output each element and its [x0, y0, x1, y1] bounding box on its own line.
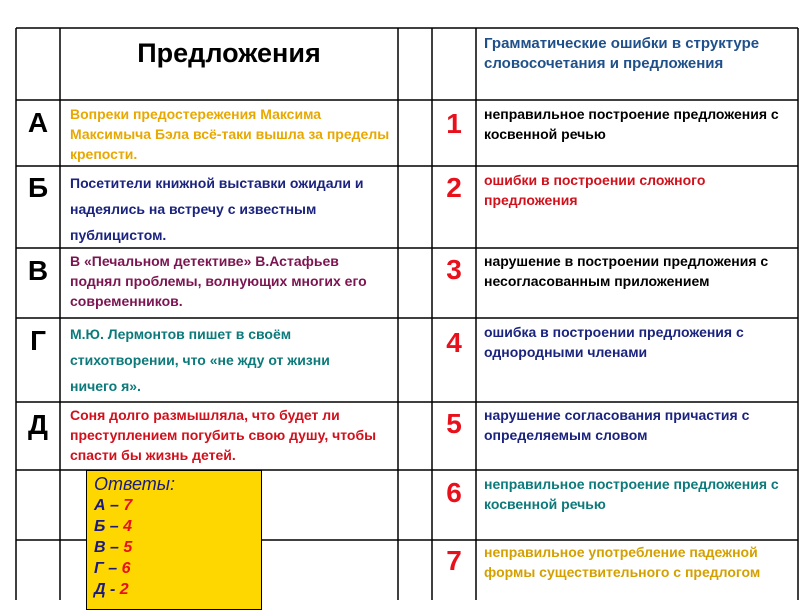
answer-d	[94, 579, 261, 600]
error-text-5: нарушение согласования причастия с определяемым словом	[484, 407, 750, 443]
answer-label: Д -	[94, 581, 120, 598]
answers-box	[86, 470, 262, 610]
error-num-5: 5	[446, 408, 462, 439]
answer-label: Г –	[94, 560, 122, 577]
letter-b: Б	[27, 172, 49, 203]
error-text-2: ошибки в построении сложного предложения	[484, 172, 706, 208]
answer-label: А –	[94, 497, 124, 514]
error-text-7: неправильное употребление падежной формы существительного с предлогом	[484, 544, 761, 580]
answer-a	[94, 495, 261, 516]
header-sentences: Предложения	[137, 38, 321, 68]
error-text-3: нарушение в построении предложения с несогласованным приложением	[484, 253, 769, 289]
error-text-6: неправильное построение предложения с косвенной речью	[484, 476, 779, 512]
answer-value: 5	[123, 539, 133, 556]
answer-label: В –	[94, 539, 124, 556]
sentence-a: Вопреки предостережения Максима Максимыча Бэла всё-таки вышла за пределы крепости.	[70, 106, 390, 162]
header-errors: Грамматические ошибки в структуре словосочетания и предложения	[484, 35, 760, 72]
letter-a: А	[27, 107, 49, 138]
answer-value: 4	[123, 518, 133, 535]
error-num-4: 4	[446, 327, 462, 358]
sentence-d: Соня долго размышляла, что будет ли преступлением погубить свою душу, чтобы спасти бы жизнь детей.	[70, 407, 377, 463]
error-num-1: 1	[446, 108, 462, 139]
error-num-3: 3	[446, 254, 462, 285]
answer-b	[94, 516, 261, 537]
answer-g	[94, 558, 261, 579]
error-num-6: 6	[446, 477, 462, 508]
error-num-2: 2	[446, 172, 462, 203]
letter-g: Г	[30, 325, 46, 356]
error-text-4: ошибка в построении предложения с однородными членами	[484, 324, 744, 360]
answers-title: Ответы:	[94, 474, 176, 494]
sentence-b: Посетители книжной выставки ожидали и надеялись на встречу с известным публицистом.	[70, 175, 364, 243]
answer-value: 2	[119, 581, 129, 598]
answer-label: Б –	[94, 518, 124, 535]
letter-d: Д	[28, 409, 48, 440]
sentence-g: М.Ю. Лермонтов пишет в своём стихотворении, что «не жду от жизни ничего я».	[70, 326, 330, 394]
letter-v: В	[27, 255, 49, 286]
answer-v	[94, 537, 261, 558]
answer-value: 7	[123, 497, 133, 514]
error-num-7: 7	[446, 545, 462, 576]
error-text-1: неправильное построение предложения с косвенной речью	[484, 106, 779, 142]
answer-value: 6	[121, 560, 131, 577]
sentence-v: В «Печальном детективе» В.Астафьев поднял проблемы, волнующих многих его современников.	[70, 253, 367, 309]
